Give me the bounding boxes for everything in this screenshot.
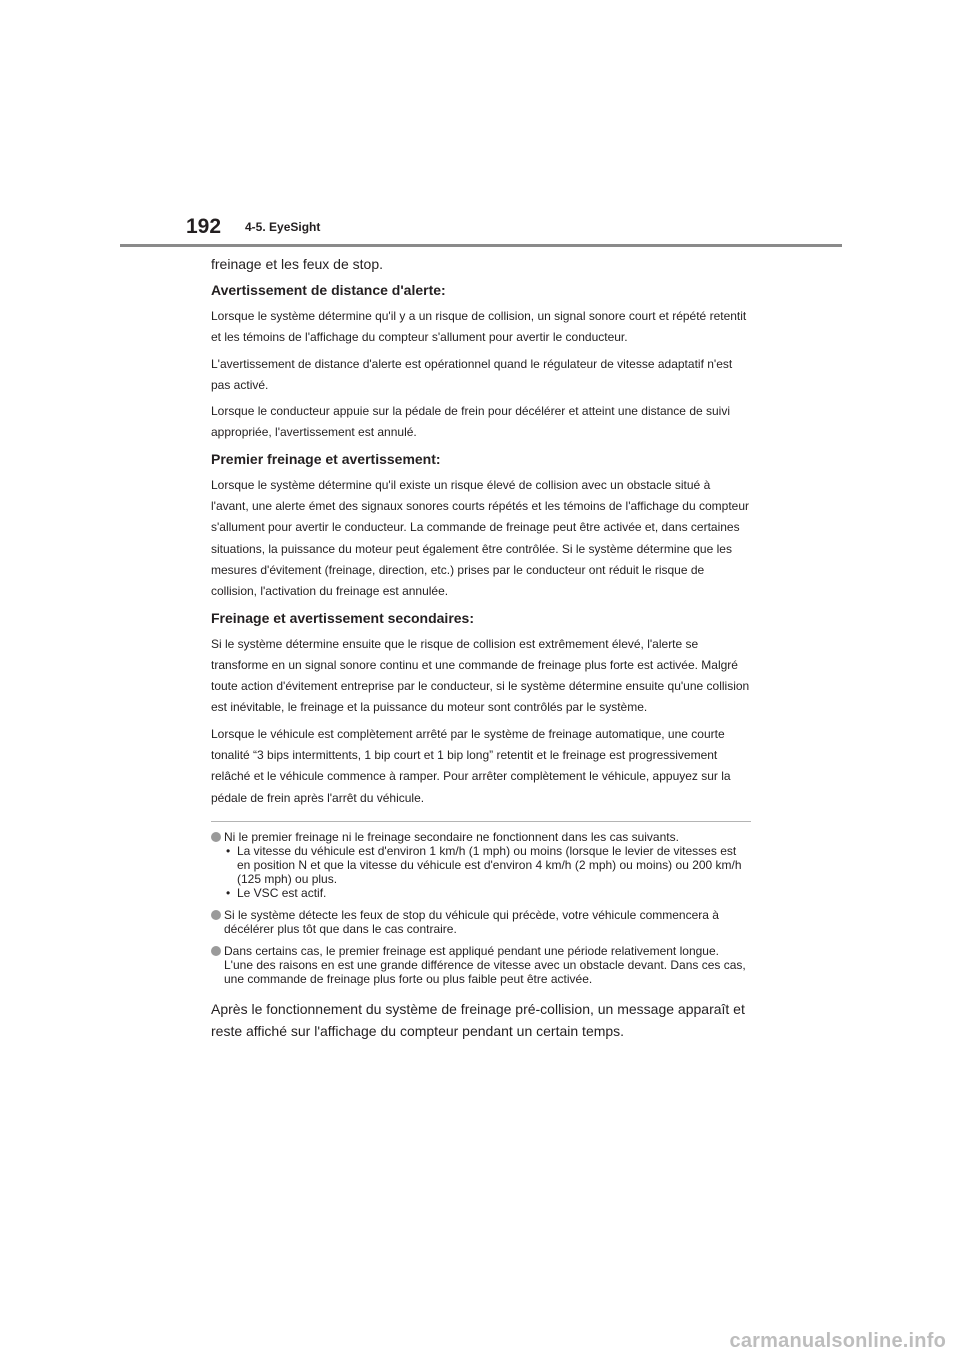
page-body bbox=[211, 254, 751, 1042]
sub-item-text: Le VSC est actif. bbox=[237, 885, 327, 900]
section-heading: Avertissement de distance d'alerte: bbox=[211, 282, 446, 298]
note-item bbox=[211, 908, 751, 936]
section-heading: Premier freinage et avertissement: bbox=[211, 450, 441, 467]
sub-list-item bbox=[224, 886, 751, 900]
body-paragraph: Lorsque le système détermine qu'il existe un risque élevé de collision avec un obstacle situé à l'avant, une alerte émet des signaux sonores courts répétés et les témoins de l'affichage du compteur s'allument pour avertir le conducteur. La commande de freinage peut être activée et, dans certaines situations, la puissance du moteur peut également être contrôlée. Si le système détermine que les mesures d'évitement (freinage, direction, etc.) prises par le conducteur ont réduit le risque de collision, l'activation du freinage est annulée. bbox=[211, 477, 750, 599]
circle-bullet-icon bbox=[211, 946, 221, 956]
notes-divider bbox=[211, 821, 751, 822]
page-number: 192 bbox=[186, 215, 222, 238]
body-paragraph: Lorsque le véhicule est complètement arrêté par le système de freinage automatique, une courte tonalité “3 bips intermittents, 1 bip court et 1 bip long” retentit et le freinage est progressivement relâché et le véhicule commence à ramper. Pour arrêter complètement le véhicule, appuyez sur la pédale de frein après l'arrêt du véhicule. bbox=[211, 726, 731, 805]
body-paragraph: Lorsque le système détermine qu'il y a un risque de collision, un signal sonore court et répété retentit et les témoins de l'affichage du compteur s'allument pour avertir le conducteur. bbox=[211, 309, 747, 345]
sub-item-text: La vitesse du véhicule est d'environ 1 km/h (1 mph) ou moins (lorsque le levier de vitesses est en position N et que la vitesse du véhicule est d'environ 4 km/h (2 mph) ou moins) ou 200 km/h (125 mph) ou plus. bbox=[237, 843, 742, 886]
note-item bbox=[211, 830, 751, 900]
watermark: carmanualsonline.info bbox=[729, 1330, 946, 1352]
body-paragraph: L'avertissement de distance d'alerte est opérationnel quand le régulateur de vitesse adaptatif n'est pas activé. bbox=[211, 356, 733, 392]
note-text: Ni le premier freinage ni le freinage secondaire ne fonctionnent dans les cas suivants. bbox=[224, 829, 679, 844]
sub-list-item bbox=[224, 844, 751, 886]
circle-bullet-icon bbox=[211, 910, 221, 920]
closing-paragraph: Après le fonctionnement du système de freinage pré-collision, un message apparaît et reste affiché sur l'affichage du compteur pendant un certain temps. bbox=[211, 1000, 745, 1039]
header-divider bbox=[120, 244, 842, 247]
body-paragraph: Si le système détermine ensuite que le risque de collision est extrêmement élevé, l'alerte se transforme en un signal sonore continu et une commande de freinage plus forte est activée. Malgré toute action d'évitement entreprise par le conducteur, si le système détermine ensuite qu'une collision est inévitable, le freinage et la puissance du moteur sont contrôlés par le système. bbox=[211, 636, 750, 715]
note-text: Si le système détecte les feux de stop du véhicule qui précède, votre véhicule commencera à décélérer plus tôt que dans le cas contraire. bbox=[224, 907, 719, 936]
lead-text: freinage et les feux de stop. bbox=[211, 256, 383, 272]
note-item bbox=[211, 944, 751, 986]
section-heading: Freinage et avertissement secondaires: bbox=[211, 609, 475, 626]
body-paragraph: Lorsque le conducteur appuie sur la pédale de frein pour décélérer et atteint une distance de suivi appropriée, l'avertissement est annulé. bbox=[211, 404, 731, 440]
section-title: 4-5. EyeSight bbox=[245, 220, 321, 234]
note-text: Dans certains cas, le premier freinage est appliqué pendant une période relativement longue. L'une des raisons en est une grande différence de vitesse avec un obstacle devant. Dans ces cas, une commande de freinage plus forte ou plus faible peut être activée. bbox=[224, 943, 746, 986]
bullet-dot-icon: • bbox=[226, 843, 231, 858]
circle-bullet-icon bbox=[211, 832, 221, 842]
bullet-dot-icon: • bbox=[226, 885, 231, 900]
